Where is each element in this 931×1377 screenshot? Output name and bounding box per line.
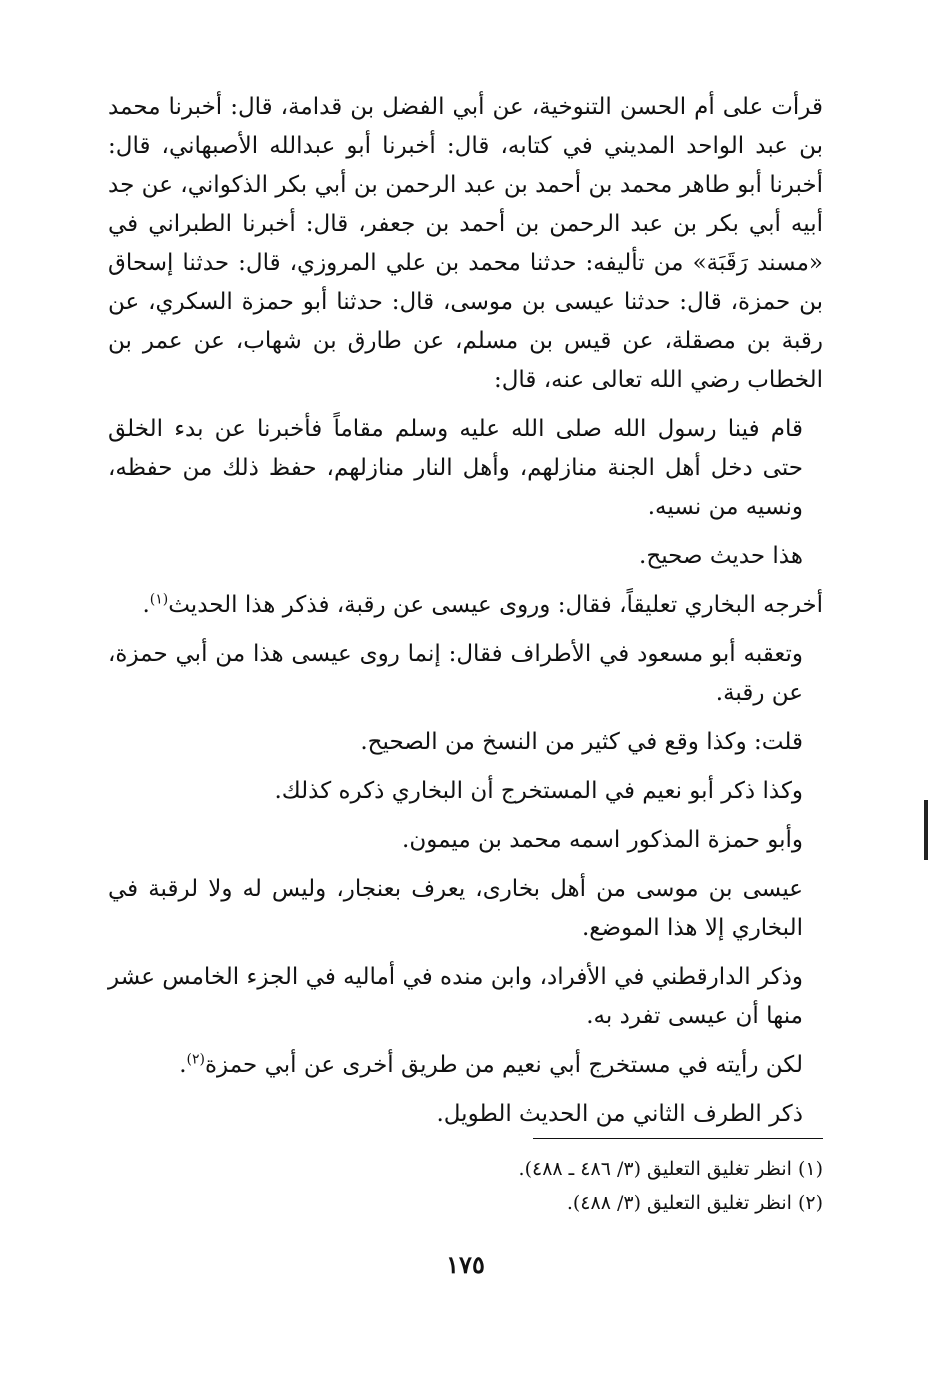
section-heading-paragraph: ذكر الطرف الثاني من الحديث الطويل.: [436, 1101, 803, 1127]
abu-nuaym-paragraph: [108, 1046, 823, 1085]
page-body: [108, 88, 823, 1144]
note-paragraph-3: وأبو حمزة المذكور اسمه محمد بن ميمون.: [402, 827, 803, 853]
footnote-1: (١) انظر تغليق التعليق (٣/ ٤٨٦ ـ ٤٨٨).: [518, 1158, 823, 1180]
scan-edge-mark: [924, 800, 928, 860]
hadith-text-paragraph: قام فينا رسول الله صلى الله عليه وسلم مقاماً فأخبرنا عن بدء الخلق حتى دخل أهل الجنة منازلهم، وأهل النار منازلهم، حفظ ذلك من حفظه، ونسيه من نسيه.: [108, 416, 803, 520]
bukhari-reference-paragraph: [108, 586, 823, 625]
grading-paragraph: هذا حديث صحيح.: [639, 543, 803, 569]
footnote-2: (٢) انظر تغليق التعليق (٣/ ٤٨٨).: [566, 1192, 823, 1214]
abu-masud-paragraph: وتعقبه أبو مسعود في الأطراف فقال: إنما روى عيسى هذا من أبي حمزة، عن رقبة.: [108, 641, 803, 706]
footnote-marker-2: (٢): [186, 1051, 205, 1068]
bukhari-reference-text: أخرجه البخاري تعليقاً، فقال: وروى عيسى عن رقبة، فذكر هذا الحديث: [168, 592, 823, 618]
footnote-divider: [533, 1138, 823, 1139]
note-paragraph-1: قلت: وكذا وقع في كثير من النسخ من الصحيح.: [360, 729, 803, 755]
isnad-paragraph: قرأت على أم الحسن التنوخية، عن أبي الفضل بن قدامة، قال: أخبرنا محمد بن عبد الواحد المديني في كتابه، قال: أخبرنا أبو عبدالله الأصبهاني، قال: أخبرنا أبو طاهر محمد بن أحمد بن عبد الرحمن بن أبي بكر الذكواني، عن جد أبيه أبي بكر بن عبد الرحمن بن أحمد بن جعفر، قال: أخبرنا الطبراني في «مسند رَقَبَة» من تأليفه: حدثنا محمد بن علي المروزي، قال: حدثنا إسحاق بن حمزة، قال: حدثنا عيسى بن موسى، قال: حدثنا أبو حمزة السكري، عن رقبة بن مصقلة، عن قيس بن مسلم، عن طارق بن شهاب، عن عمر بن الخطاب رضي الله تعالى عنه، قال:: [108, 94, 823, 393]
page-number: ١٧٥: [446, 1250, 485, 1279]
abu-nuaym-tail: .: [179, 1052, 187, 1078]
note-paragraph-2: وكذا ذكر أبو نعيم في المستخرج أن البخاري ذكره كذلك.: [274, 778, 803, 804]
bukhari-reference-tail: .: [142, 592, 150, 618]
footnote-marker-1: (١): [149, 591, 169, 608]
daraqutni-paragraph: وذكر الدارقطني في الأفراد، وابن منده في أماليه في الجزء الخامس عشر منها أن عيسى تفرد به.: [108, 964, 803, 1029]
abu-nuaym-text: لكن رأيته في مستخرج أبي نعيم من طريق أخرى عن أبي حمزة: [205, 1052, 803, 1078]
footnotes: [108, 1152, 823, 1220]
isa-bio-paragraph: عيسى بن موسى من أهل بخارى، يعرف بعنجار، وليس له ولا لرقبة في البخاري إلا هذا الموضع.: [108, 876, 803, 941]
